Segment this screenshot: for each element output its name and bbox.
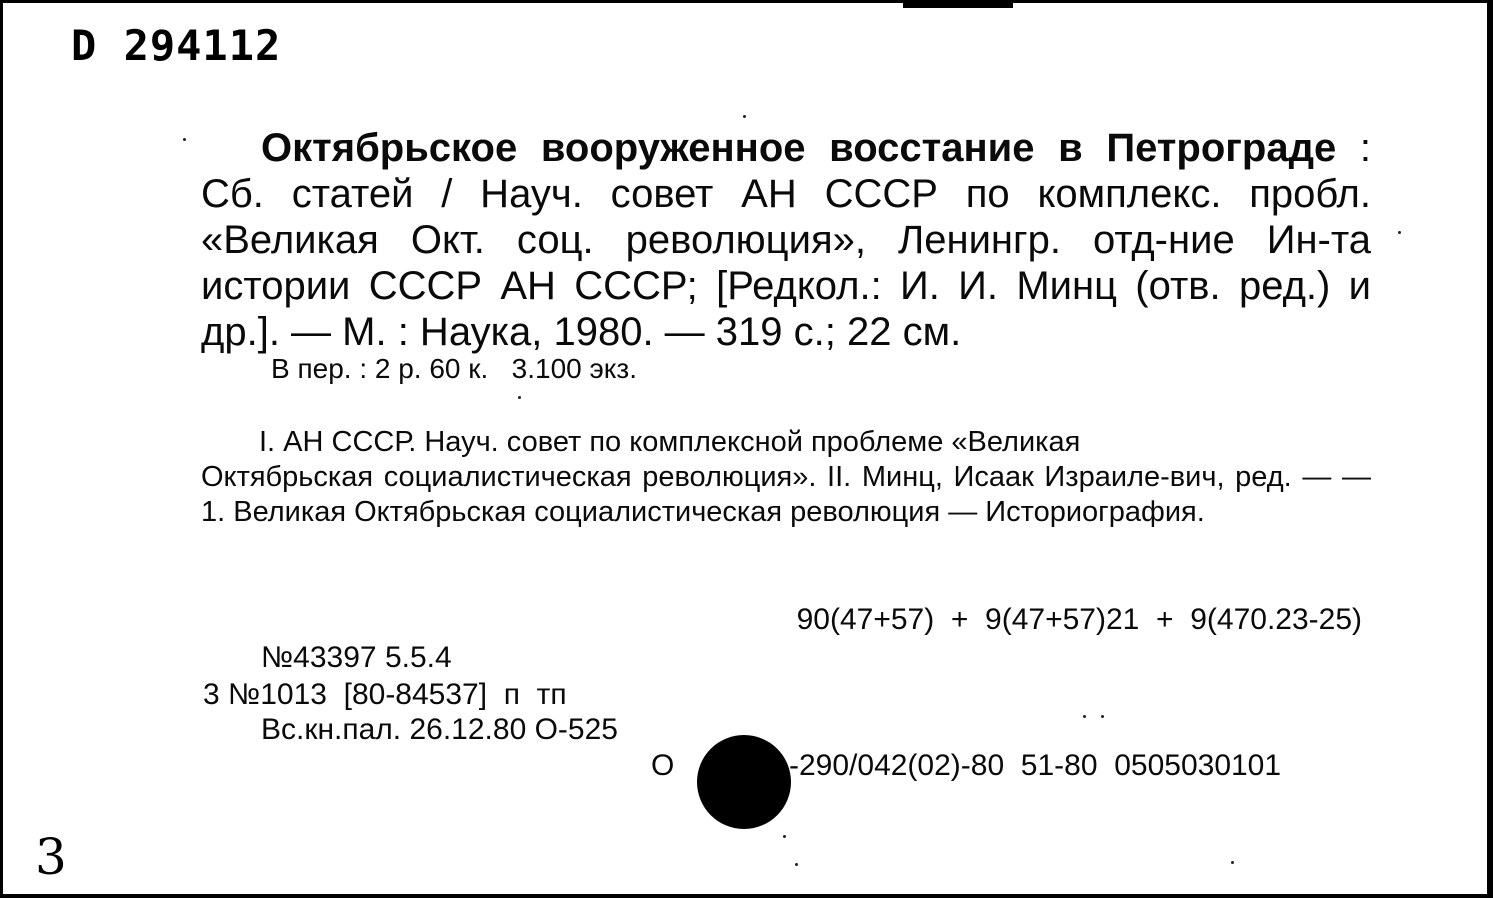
- order-number-line: 3 №1013 [80-84537] п тп: [203, 678, 567, 711]
- entry-description: : Сб. статей / Науч. совет АН СССР по комплекс. пробл. «Великая Окт. соц. революция», Ленингр. отд-ние Ин-та истории СССР АН СССР; [Редкол.: И. И. Минц (отв. ред.) и др.]. — М. : Наука, 1980. — 319 с.; 22 см.: [201, 126, 1371, 354]
- tracing-rest: Октябрьская социалистическая революция». II. Минц, Исаак Израиле-вич, ред. — — 1. Великая Октябрьская социалистическая революция — Историография.: [201, 461, 1371, 528]
- book-chamber-line: Вс.кн.пал. 26.12.80 О-525: [261, 713, 618, 746]
- publisher-index-prefix: О: [651, 749, 675, 782]
- classification-indices: 90(47+57) + 9(47+57)21 + 9(470.23-25): [796, 603, 1362, 636]
- publisher-index: -290/042(02)-80 51-80 0505030101: [789, 749, 1282, 782]
- book-title: Октябрьское вооруженное восстание в Петрограде: [261, 126, 1337, 170]
- subject-tracings: [201, 425, 1371, 530]
- print-speck: [1231, 861, 1234, 864]
- record-number: №43397 5.5.4: [261, 641, 452, 674]
- price-and-print-run: В пер. : 2 р. 60 к. 3.100 экз.: [271, 353, 637, 384]
- punch-hole: [697, 735, 791, 829]
- main-bibliographic-entry: [201, 125, 1371, 355]
- print-speck: [518, 396, 521, 399]
- catalog-id: D 294112: [71, 21, 282, 70]
- print-speck: [743, 115, 746, 118]
- print-speck: [1083, 715, 1086, 718]
- print-speck: [183, 138, 186, 141]
- print-speck: [783, 835, 786, 838]
- print-speck: [795, 863, 798, 866]
- tracing-first-line: I. АН СССР. Науч. совет по комплексной проблеме «Великая: [259, 426, 1081, 458]
- handwritten-card-number: 3: [35, 828, 67, 886]
- card-edge-notch: [903, 3, 1013, 8]
- print-speck: [1101, 715, 1104, 718]
- print-speck: [1398, 231, 1401, 234]
